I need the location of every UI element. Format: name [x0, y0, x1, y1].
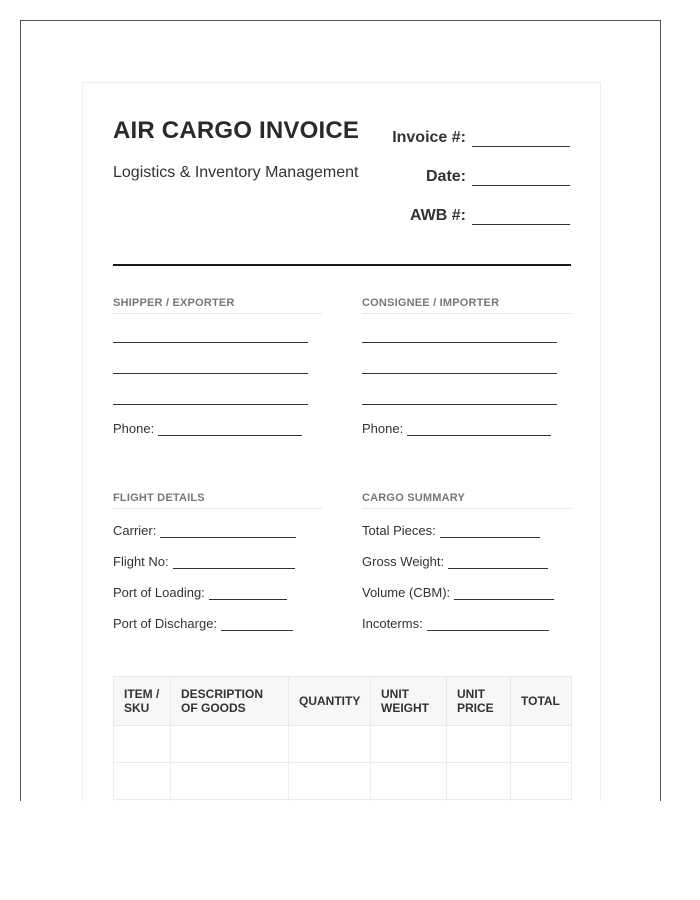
consignee-heading: CONSIGNEE / IMPORTER: [362, 297, 571, 314]
column-header-total: TOTAL: [511, 677, 572, 726]
column-header-unit-price: UNIT PRICE: [447, 677, 511, 726]
date-blank[interactable]: [472, 171, 570, 186]
column-header-item-sku: ITEM / SKU: [114, 677, 171, 726]
table-cell[interactable]: [371, 763, 447, 800]
table-cell[interactable]: [171, 800, 289, 802]
date-label: Date:: [425, 168, 466, 185]
flight-no-field[interactable]: [113, 554, 295, 569]
consignee-phone-label: Phone:: [362, 421, 404, 436]
invoice-title: AIR CARGO INVOICE: [113, 117, 360, 144]
gross-weight-field[interactable]: [362, 554, 548, 569]
table-cell[interactable]: [171, 726, 289, 763]
consignee-phone-field[interactable]: [362, 421, 551, 436]
table-cell[interactable]: [447, 726, 511, 763]
column-header-quantity: QUANTITY: [289, 677, 371, 726]
shipper-phone-blank[interactable]: [158, 424, 302, 436]
table-header-row: [114, 677, 572, 726]
port-of-loading-blank[interactable]: [209, 588, 287, 600]
awb-label: AWB #:: [410, 207, 466, 224]
incoterms-field[interactable]: [362, 616, 549, 631]
total-pieces-blank[interactable]: [440, 526, 540, 538]
invoice-number-blank[interactable]: [472, 132, 570, 147]
carrier-field[interactable]: [113, 523, 296, 538]
carrier-blank[interactable]: [160, 526, 296, 538]
port-of-discharge-blank[interactable]: [221, 619, 293, 631]
invoice-number-label: Invoice #:: [392, 129, 466, 146]
shipper-line-3[interactable]: [113, 404, 308, 405]
invoice-sheet: [82, 82, 601, 801]
shipper-phone-field[interactable]: [113, 421, 302, 436]
awb-blank[interactable]: [472, 210, 570, 225]
consignee-phone-blank[interactable]: [407, 424, 551, 436]
incoterms-blank[interactable]: [427, 619, 549, 631]
table-cell[interactable]: [447, 763, 511, 800]
table-cell[interactable]: [511, 763, 572, 800]
table-cell[interactable]: [289, 726, 371, 763]
table-row: [114, 763, 572, 800]
incoterms-label: Incoterms:: [362, 616, 423, 631]
table-cell[interactable]: [114, 726, 171, 763]
table-cell[interactable]: [371, 800, 447, 802]
awb-field[interactable]: [410, 207, 570, 225]
column-header-description: DESCRIPTION OF GOODS: [171, 677, 289, 726]
port-of-loading-label: Port of Loading:: [113, 585, 205, 600]
header-divider: [113, 264, 571, 266]
table-cell[interactable]: [511, 800, 572, 802]
port-of-discharge-label: Port of Discharge:: [113, 616, 218, 631]
carrier-label: Carrier:: [113, 523, 157, 538]
consignee-line-3[interactable]: [362, 404, 557, 405]
page-frame: [20, 20, 661, 801]
flight-heading: FLIGHT DETAILS: [113, 492, 322, 509]
table-cell[interactable]: [447, 800, 511, 802]
total-pieces-field[interactable]: [362, 523, 540, 538]
volume-blank[interactable]: [454, 588, 554, 600]
table-cell[interactable]: [371, 726, 447, 763]
table-cell[interactable]: [289, 800, 371, 802]
items-table: [113, 676, 572, 801]
shipper-phone-label: Phone:: [113, 421, 155, 436]
total-pieces-label: Total Pieces:: [362, 523, 436, 538]
column-header-unit-weight: UNIT WEIGHT: [371, 677, 447, 726]
date-field[interactable]: [426, 168, 570, 186]
table-cell[interactable]: [171, 763, 289, 800]
port-of-loading-field[interactable]: [113, 585, 287, 600]
consignee-line-2[interactable]: [362, 373, 557, 374]
consignee-line-1[interactable]: [362, 342, 557, 343]
table-cell[interactable]: [289, 763, 371, 800]
table-row: [114, 800, 572, 802]
table-cell[interactable]: [114, 763, 171, 800]
invoice-subtitle: Logistics & Inventory Management: [113, 164, 359, 181]
volume-field[interactable]: [362, 585, 554, 600]
flight-no-label: Flight No:: [113, 554, 169, 569]
volume-label: Volume (CBM):: [362, 585, 451, 600]
invoice-number-field[interactable]: [392, 129, 570, 147]
table-cell[interactable]: [511, 726, 572, 763]
cargo-heading: CARGO SUMMARY: [362, 492, 571, 509]
table-row: [114, 726, 572, 763]
gross-weight-blank[interactable]: [448, 557, 548, 569]
flight-no-blank[interactable]: [173, 557, 295, 569]
gross-weight-label: Gross Weight:: [362, 554, 445, 569]
table-cell[interactable]: [114, 800, 171, 802]
port-of-discharge-field[interactable]: [113, 616, 293, 631]
shipper-line-1[interactable]: [113, 342, 308, 343]
shipper-line-2[interactable]: [113, 373, 308, 374]
shipper-heading: SHIPPER / EXPORTER: [113, 297, 322, 314]
